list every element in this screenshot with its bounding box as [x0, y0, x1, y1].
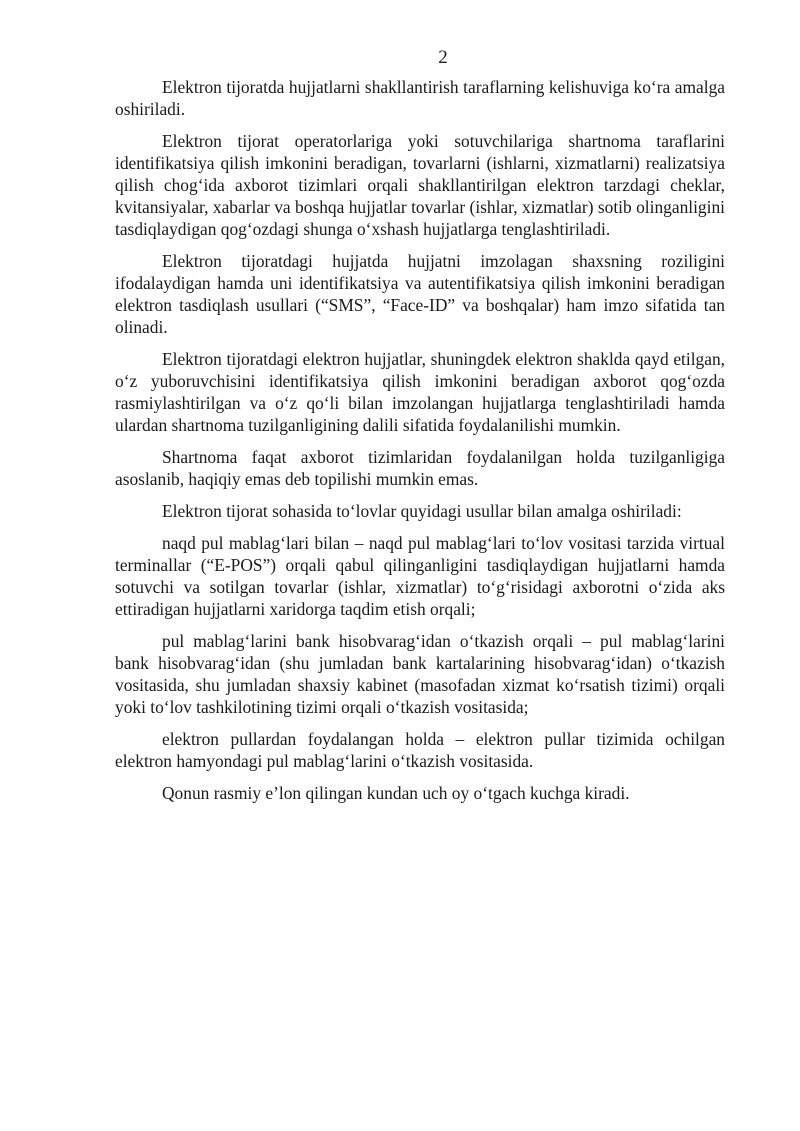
paragraph-electronic-documents-equivalence: Elektron tijoratdagi elektron hujjatlar, shuningdek elektron shaklda qayd etilgan, o‘z yuboruvchisini identifikatsiya qilish imkonini beradigan axborot qog‘ozda rasmiylashtirilgan va o‘z qo‘li bilan imzolangan hujjatlarga tenglashtiriladi hamda ulardan shartnoma tuzilganligining dalili sifatida foydalanilishi mumkin. [115, 349, 725, 435]
paragraph-electronic-money: elektron pullardan foydalangan holda – elektron pullar tizimida ochilgan elektron hamyondagi pul mablag‘larini o‘tkazish vositasida. [115, 729, 725, 771]
document-body [115, 76, 725, 814]
paragraph-electronic-signature-methods: Elektron tijoratdagi hujjatda hujjatni imzolagan shaxsning roziligini ifodalaydigan hamda uni identifikatsiya va autentifikatsiya qilish imkonini beradigan elektron tasdiqlash usullari (“SMS”, “Face-ID” va boshqalar) ham imzo sifatida tan olinadi. [115, 251, 725, 337]
paragraph-bank-transfer: pul mablag‘larini bank hisobvarag‘idan o‘tkazish orqali – pul mablag‘larini bank hisobvarag‘idan (shu jumladan bank kartalarining hisobvarag‘idan) o‘tkazish vositasida, shu jumladan shaxsiy kabinet (masofadan xizmat ko‘rsatish tizimi) orqali yoki to‘lov tashkilotining tizimi orqali o‘tkazish vositasida; [115, 631, 725, 717]
paragraph-entry-into-force: Qonun rasmiy e’lon qilingan kundan uch oy o‘tgach kuchga kiradi. [162, 783, 630, 803]
paragraph-contract-validity: Shartnoma faqat axborot tizimlaridan foydalanilgan holda tuzilganligiga asoslanib, haqiqiy emas deb topilishi mumkin emas. [115, 447, 725, 489]
page-number: 2 [438, 47, 448, 68]
paragraph-payment-methods-intro: Elektron tijorat sohasida to‘lovlar quyidagi usullar bilan amalga oshiriladi: [162, 501, 682, 521]
paragraph-document-formation: Elektron tijoratda hujjatlarni shakllantirish taraflarning kelishuviga ko‘ra amalga oshiriladi. [115, 77, 725, 119]
paragraph-electronic-receipts: Elektron tijorat operatorlariga yoki sotuvchilariga shartnoma taraflarini identifikatsiya qilish imkonini beradigan, tovarlarni (ishlarni, xizmatlarni) realizatsiya qilish chog‘ida axborot tizimlari orqali shakllantirilgan elektron tarzdagi cheklar, kvitansiyalar, xabarlar va boshqa hujjatlar tovarlar (ishlar, xizmatlar) sotib olinganligini tasdiqlaydigan qog‘ozdagi shunga o‘xshash hujjatlarga tenglashtiriladi. [115, 131, 725, 239]
paragraph-cash-payment: naqd pul mablag‘lari bilan – naqd pul mablag‘lari to‘lov vositasi tarzida virtual terminallar (“E-POS”) orqali qabul qilinganligini tasdiqlaydigan hujjatlarni hamda sotuvchi va sotilgan tovarlar (ishlar, xizmatlar) to‘g‘risidagi axborotni o‘zida aks ettiradigan hujjatlarni xaridorga taqdim etish orqali; [115, 533, 725, 619]
